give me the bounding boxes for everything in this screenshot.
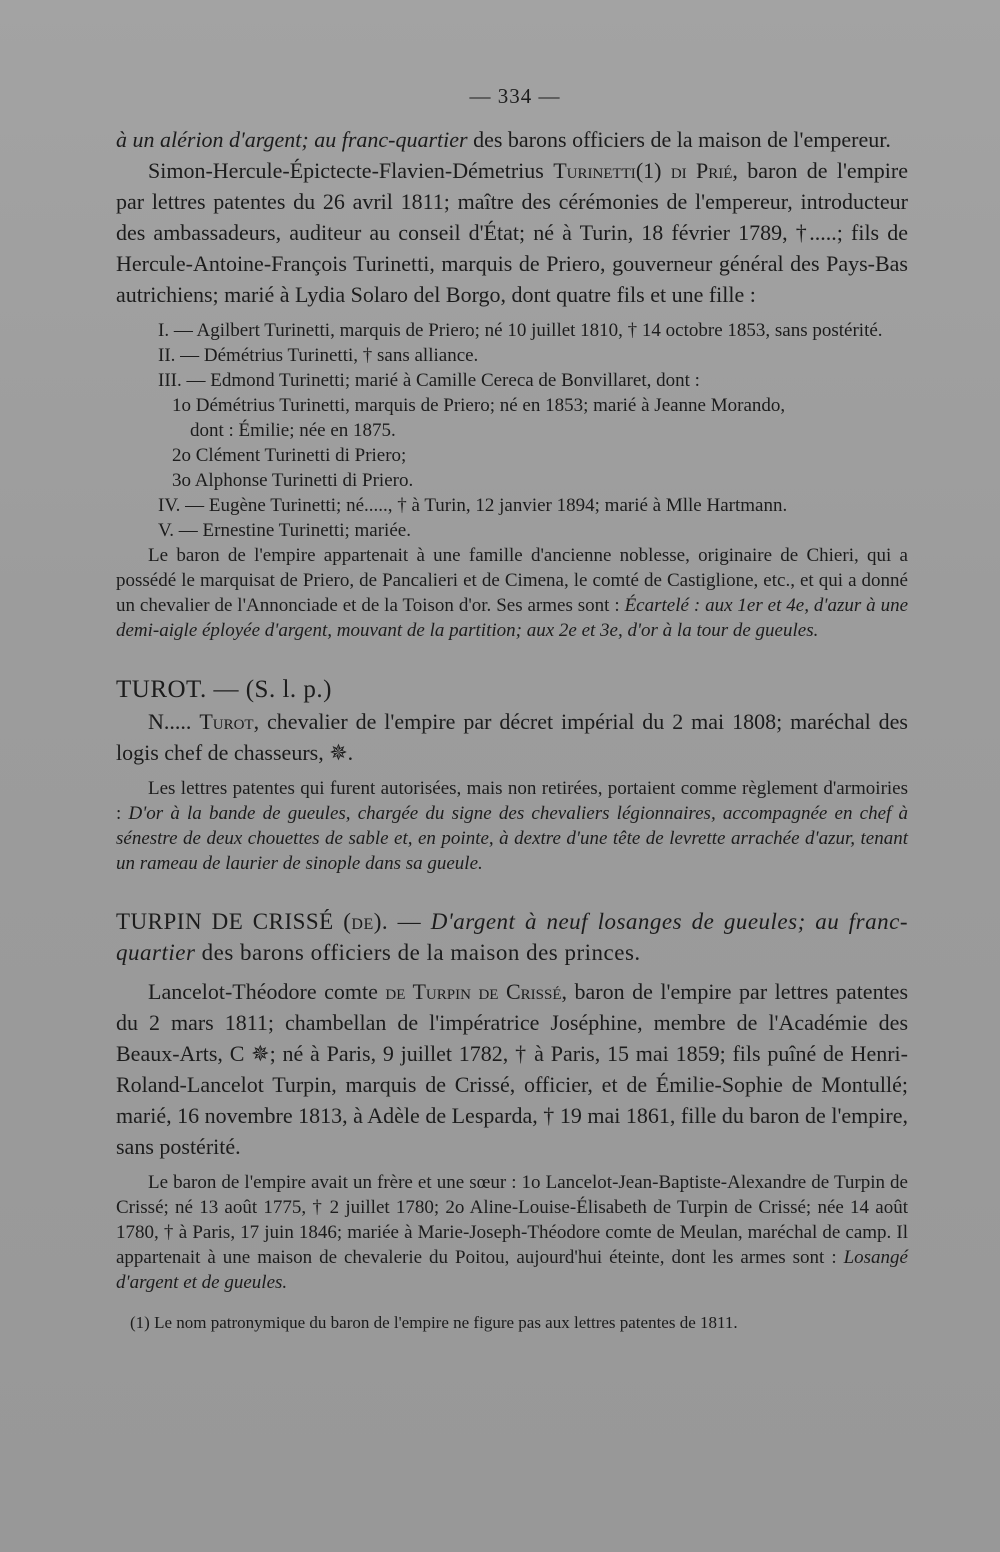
- turot-arms-blazon-end: tenant un rameau de laurier de sinople dans sa gueule.: [116, 828, 908, 874]
- turot-arms-blazon: D'or à la bande de gueules, chargée du signe des chevaliers légionnaires, accompagnée en chef à sénestre de deux chouettes de sable et, en pointe, à dextre d'une tête de levrette arrachée d'azur,: [116, 803, 908, 849]
- turpin-heading-particle: (de): [343, 909, 382, 934]
- paragraph-turpin: [116, 976, 908, 1162]
- grandchild-entry: 1o Démétrius Turinetti, marquis de Priero; né en 1853; marié à Jeanne Morando,: [172, 395, 786, 416]
- turinetti-text: , baron de l'empire par lettres patentes du 26 avril 1811; maître des cérémonies de l'empereur, introducteur des ambassadeurs, auditeur au conseil d'État; né à Turin, 18 février 1789, †.....; fils de Hercule-Antoine-François Turinetti, marquis de Priero, gouverneur général des Pays-Bas autrichiens; marié à Lydia Solaro del Borgo, dont quatre fils et une fille :: [116, 158, 909, 307]
- turpin-heading-dash: . —: [381, 909, 431, 934]
- turpin-heading-blazon: D'argent à neuf losanges de gueules; au franc-quartier: [116, 909, 908, 965]
- turot-name-prefix: N.....: [148, 709, 200, 734]
- turinetti-name-start: Simon-Hercule-Épictecte-Flavien-Démetrius: [148, 158, 554, 183]
- paragraph-turinetti: [116, 155, 908, 310]
- child-entry: IV. — Eugène Turinetti; né....., † à Turin, 12 janvier 1894; marié à Mlle Hartmann.: [158, 495, 788, 516]
- page-content: [116, 124, 908, 1334]
- turpin-text-start: Lancelot-Théodore comte: [148, 979, 386, 1004]
- child-entry: III. — Edmond Turinetti; marié à Camille Cereca de Bonvillaret, dont :: [158, 370, 700, 391]
- paragraph-turot-note: [116, 776, 908, 876]
- child-entry: II. — Démétrius Turinetti, † sans alliance.: [158, 345, 479, 366]
- grandchild-entry: 2o Clément Turinetti di Priero;: [172, 445, 407, 466]
- paragraph-turpin-note: [116, 1170, 908, 1295]
- child-entry: I. — Agilbert Turinetti, marquis de Priero; né 10 juillet 1810, † 14 octobre 1853, sans postérité.: [158, 320, 883, 341]
- paragraph-turot: [116, 706, 908, 768]
- turot-text: , chevalier de l'empire par décret impérial du 2 mai 1808; maréchal des logis chef de chasseurs, ✵.: [116, 709, 908, 765]
- child-entry: V. — Ernestine Turinetti; mariée.: [158, 520, 411, 541]
- turot-note-text: Les lettres patentes qui furent autorisées, mais non retirées, portaient comme règlement d'armoiries :: [116, 778, 908, 824]
- grandchild-entry-continuation: dont : Émilie; née en 1875.: [190, 420, 396, 441]
- blazon-italic: à un alérion d'argent; au franc-quartier: [116, 127, 468, 152]
- turpin-heading-rest: des barons officiers de la maison des princes.: [195, 940, 641, 965]
- turpin-surname: de Turpin de Crissé: [385, 979, 562, 1004]
- blazon-text: des barons officiers de la maison de l'empereur.: [467, 127, 891, 152]
- paragraph-family-note: [116, 543, 908, 643]
- turot-surname: Turot: [199, 709, 254, 734]
- heading-turot: TUROT. — (S. l. p.): [116, 676, 332, 703]
- turinetti-surname: Turinetti: [553, 158, 636, 183]
- turpin-arms-blazon: Losangé d'argent et de gueules.: [116, 1247, 908, 1293]
- turpin-text: , baron de l'empire par lettres patentes du 2 mars 1811; chambellan de l'impératrice Joséphine, membre de l'Académie des Beaux-Arts, C ✵; né à Paris, 9 juillet 1782, † à Paris, 15 mai 1859; fils puîné de Henri-Roland-Lancelot Turpin, marquis de Crissé, officier, et de Émilie-Sophie de Montullé; marié, 16 novembre 1813, à Adèle de Lesparda, † 19 mai 1861, fille du baron de l'empire, sans postérité.: [116, 979, 909, 1159]
- heading-turpin: [116, 906, 908, 968]
- grandchild-entry: 3o Alphonse Turinetti di Priero.: [172, 470, 414, 491]
- family-arms-blazon: Écartelé : aux 1er et 4e, d'azur à une demi-aigle éployée d'argent, mouvant de la partition; aux 2e et 3e, d'or à la tour de gueules.: [116, 595, 908, 641]
- footnote-reference: (1): [635, 158, 662, 183]
- turpin-note-text: Le baron de l'empire avait un frère et une sœur : 1o Lancelot-Jean-Baptiste-Alexandre de Turpin de Crissé; né 13 août 1775, † 2 juillet 1780; 2o Aline-Louise-Élisabeth de Turpin de Crissé; née 14 août 1780, † à Paris, 17 juin 1846; mariée à Marie-Joseph-Théodore comte de Meulan, maréchal de camp. Il appartenait à une maison de chevalerie du Poitou, aujourd'hui éteinte, dont les armes sont :: [116, 1172, 908, 1268]
- family-note-text: Le baron de l'empire appartenait à une famille d'ancienne noblesse, originaire de Chieri, qui a possédé le marquisat de Priero, de Pancalieri et de Cimena, le comté de Castiglione, etc., et qui a donné un chevalier de l'Annonciade et de la Toison d'or. Ses armes sont :: [116, 545, 908, 616]
- footnote: (1) Le nom patronymique du baron de l'empire ne figure pas aux lettres patentes de 1811.: [130, 1313, 738, 1332]
- turinetti-di-prie: di Prié: [661, 158, 733, 183]
- page-number: — 334 —: [469, 84, 561, 108]
- turpin-heading-name: TURPIN DE CRISSÉ: [116, 909, 344, 934]
- paragraph-blazon-continuation: [116, 124, 908, 155]
